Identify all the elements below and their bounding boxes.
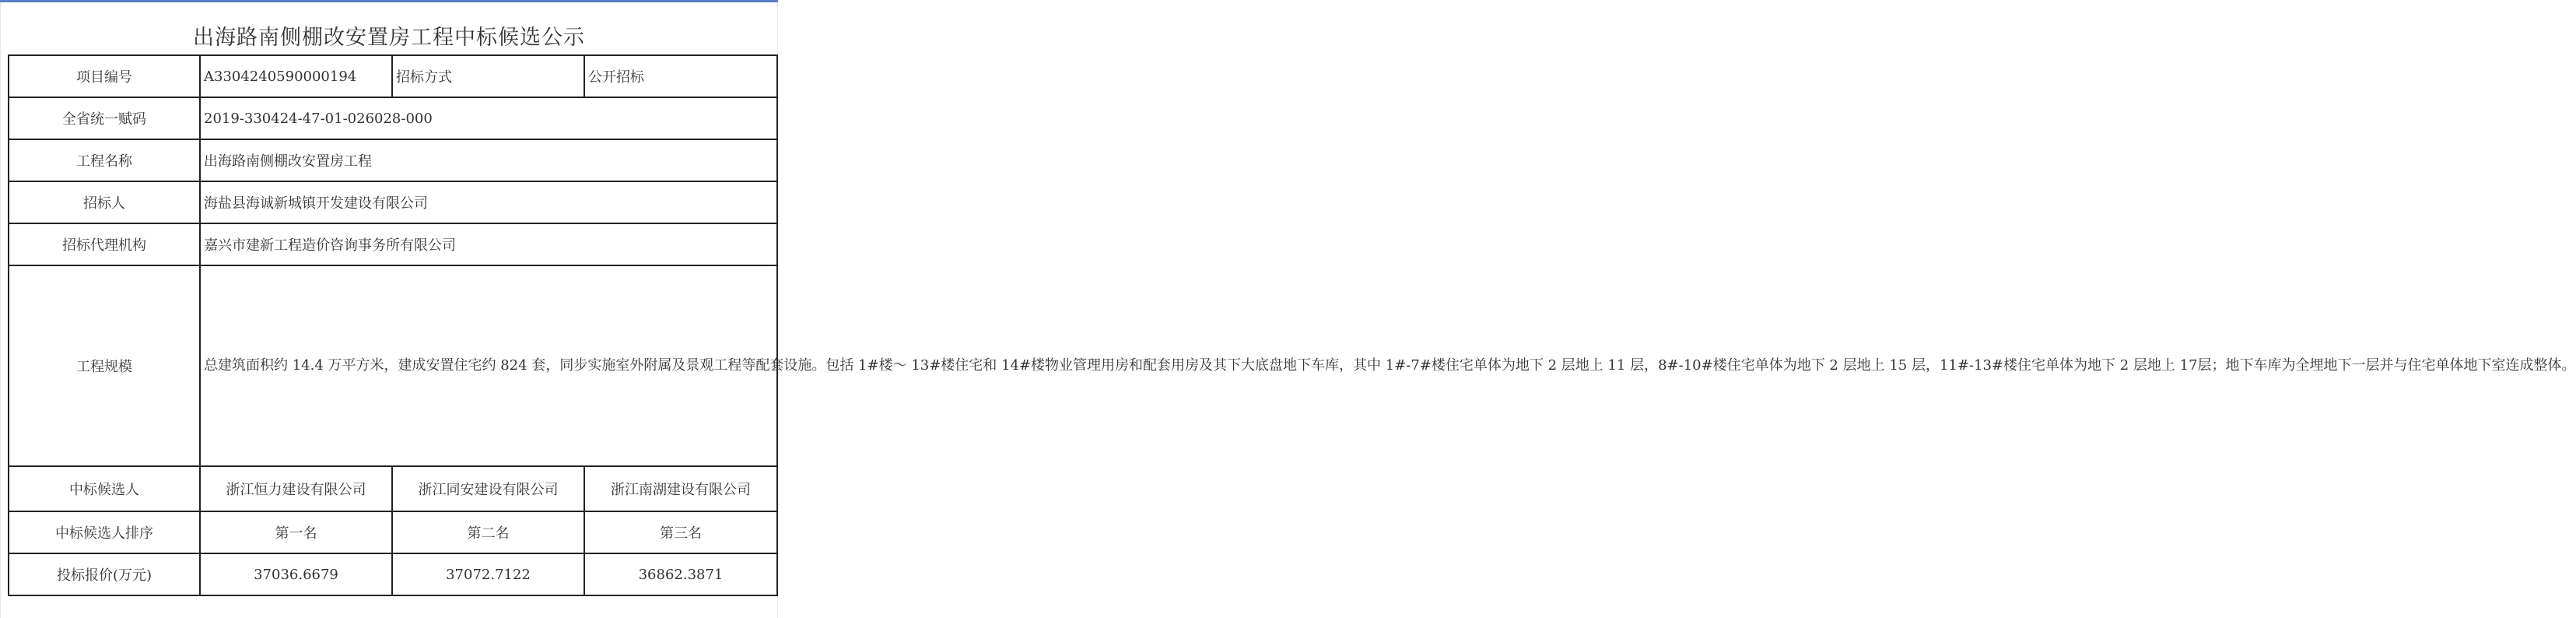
project-name-label: 工程名称: [9, 139, 200, 181]
tender-method-label: 招标方式: [392, 55, 584, 97]
agency-label: 招标代理机构: [9, 223, 200, 265]
row-tenderer: [9, 181, 777, 223]
bid-price-2: 37072.7122: [392, 553, 584, 595]
row-bid-price: [9, 553, 777, 595]
unified-code-value: 2019-330424-47-01-026028-000: [200, 97, 777, 139]
bid-price-label: 投标报价(万元): [9, 553, 200, 595]
unified-code-label: 全省统一赋码: [9, 97, 200, 139]
ranking-3: 第三名: [584, 511, 777, 553]
row-project-name: [9, 139, 777, 181]
row-unified-code: [9, 97, 777, 139]
project-no-label: 项目编号: [9, 55, 200, 97]
project-no-value: A3304240590000194: [200, 55, 392, 97]
ranking-2: 第二名: [392, 511, 584, 553]
row-scale: [9, 265, 777, 466]
ranking-1: 第一名: [200, 511, 392, 553]
page-title: 出海路南侧棚改安置房工程中标候选公示: [193, 26, 585, 50]
row-project-no: [9, 55, 777, 97]
candidates-label: 中标候选人: [9, 466, 200, 511]
project-name-value: 出海路南侧棚改安置房工程: [200, 139, 777, 181]
tenderer-value: 海盐县海诚新城镇开发建设有限公司: [200, 181, 777, 223]
row-ranking: [9, 511, 777, 553]
scale-value: 总建筑面积约 14.4 万平方米，建成安置住宅约 824 套，同步实施室外附属及景观工程等配套设施。包括 1#楼～ 13#楼住宅和 14#楼物业管理用房和配套用房及其下大底盘地下车库，其中 1#-7#楼住宅单体为地下 2 层地上 11 层，8#-10#楼住宅单体为地下 2 层地上 15 层，11#-13#楼住宅单体为地下 2 层地上 17层；地下车库为全埋地下一层并与住宅单体地下室连成整体。: [200, 265, 777, 466]
row-agency: [9, 223, 777, 265]
bid-price-1: 37036.6679: [200, 553, 392, 595]
notice-table: [8, 54, 2576, 596]
candidate-1: 浙江恒力建设有限公司: [200, 466, 392, 511]
candidate-3: 浙江南湖建设有限公司: [584, 466, 777, 511]
tenderer-label: 招标人: [9, 181, 200, 223]
tender-method-value: 公开招标: [584, 55, 777, 97]
row-candidates: [9, 466, 777, 511]
ranking-label: 中标候选人排序: [9, 511, 200, 553]
bid-price-3: 36862.3871: [584, 553, 777, 595]
candidate-2: 浙江同安建设有限公司: [392, 466, 584, 511]
scale-label: 工程规模: [9, 265, 200, 466]
agency-value: 嘉兴市建新工程造价咨询事务所有限公司: [200, 223, 777, 265]
